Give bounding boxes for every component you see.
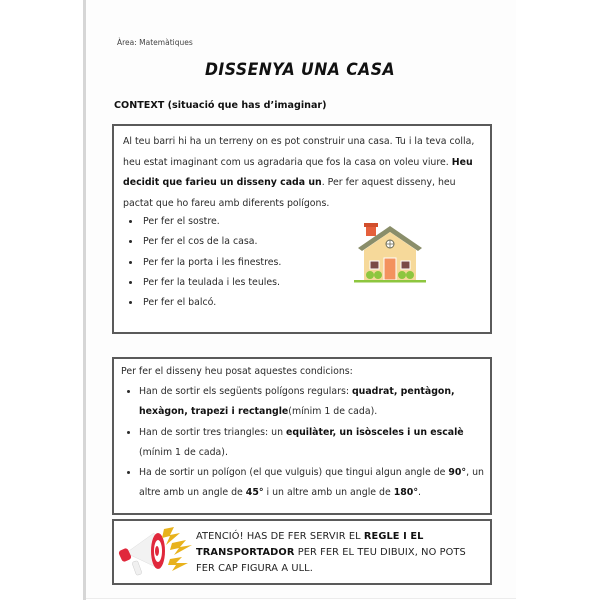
list-item: • Per fer el cos de la casa. <box>141 232 281 252</box>
conditions-list <box>121 382 499 504</box>
context-text: Al teu barri hi ha un terreny on es pot construir una casa. Tu i la teva colla, heu estat imaginant com us agradaria que fos la casa on voleu viure. <box>123 136 475 168</box>
list-item: • Per fer la teulada i les teules. <box>141 273 281 293</box>
context-box <box>112 124 492 334</box>
list-item: • Per fer el sostre. <box>141 212 281 232</box>
list-item: • Per fer el balcó. <box>141 293 281 313</box>
context-bold-text: Heu decidit que farieu un disseny cada un <box>123 156 473 188</box>
warning-box <box>112 519 492 585</box>
context-list <box>123 212 281 313</box>
conditions-intro: Per fer el disseny heu posat aquestes condicions: <box>121 366 353 377</box>
list-item: • Han de sortir els següents polígons regulars: quadrat, pentàgon, hexàgon, trapezi i rectangle(mínim 1 de cada). <box>139 382 499 423</box>
warning-text: ATENCIÓ! HAS DE FER SERVIR EL REGLE I EL TRANSPORTADOR PER FER EL TEU DIBUIX, NO POTS FER CAP FIGURA A ULL. <box>196 531 466 574</box>
context-text: . Per fer aquest disseny, heu pactat que ho fareu amb diferents polígons. <box>123 177 456 209</box>
megaphone-icon <box>116 523 194 581</box>
page-title: DISSENYA UNA CASA <box>204 60 396 80</box>
list-item: • Ha de sortir un polígon (el que vulguis) que tingui algun angle de 90°, un altre amb un angle de 45° i un altre amb un angle de 180°. <box>139 463 499 504</box>
context-heading: CONTEXT (situació que has d’imaginar) <box>114 100 327 111</box>
house-illustration-icon <box>350 220 430 290</box>
conditions-box <box>112 357 492 515</box>
area-label: Àrea: Matemàtiques <box>117 38 193 47</box>
context-paragraph <box>123 132 488 214</box>
list-item: • Han de sortir tres triangles: un equilàter, un isòsceles i un escalè (mínim 1 de cada). <box>139 423 499 464</box>
list-item: • Per fer la porta i les finestres. <box>141 253 281 273</box>
